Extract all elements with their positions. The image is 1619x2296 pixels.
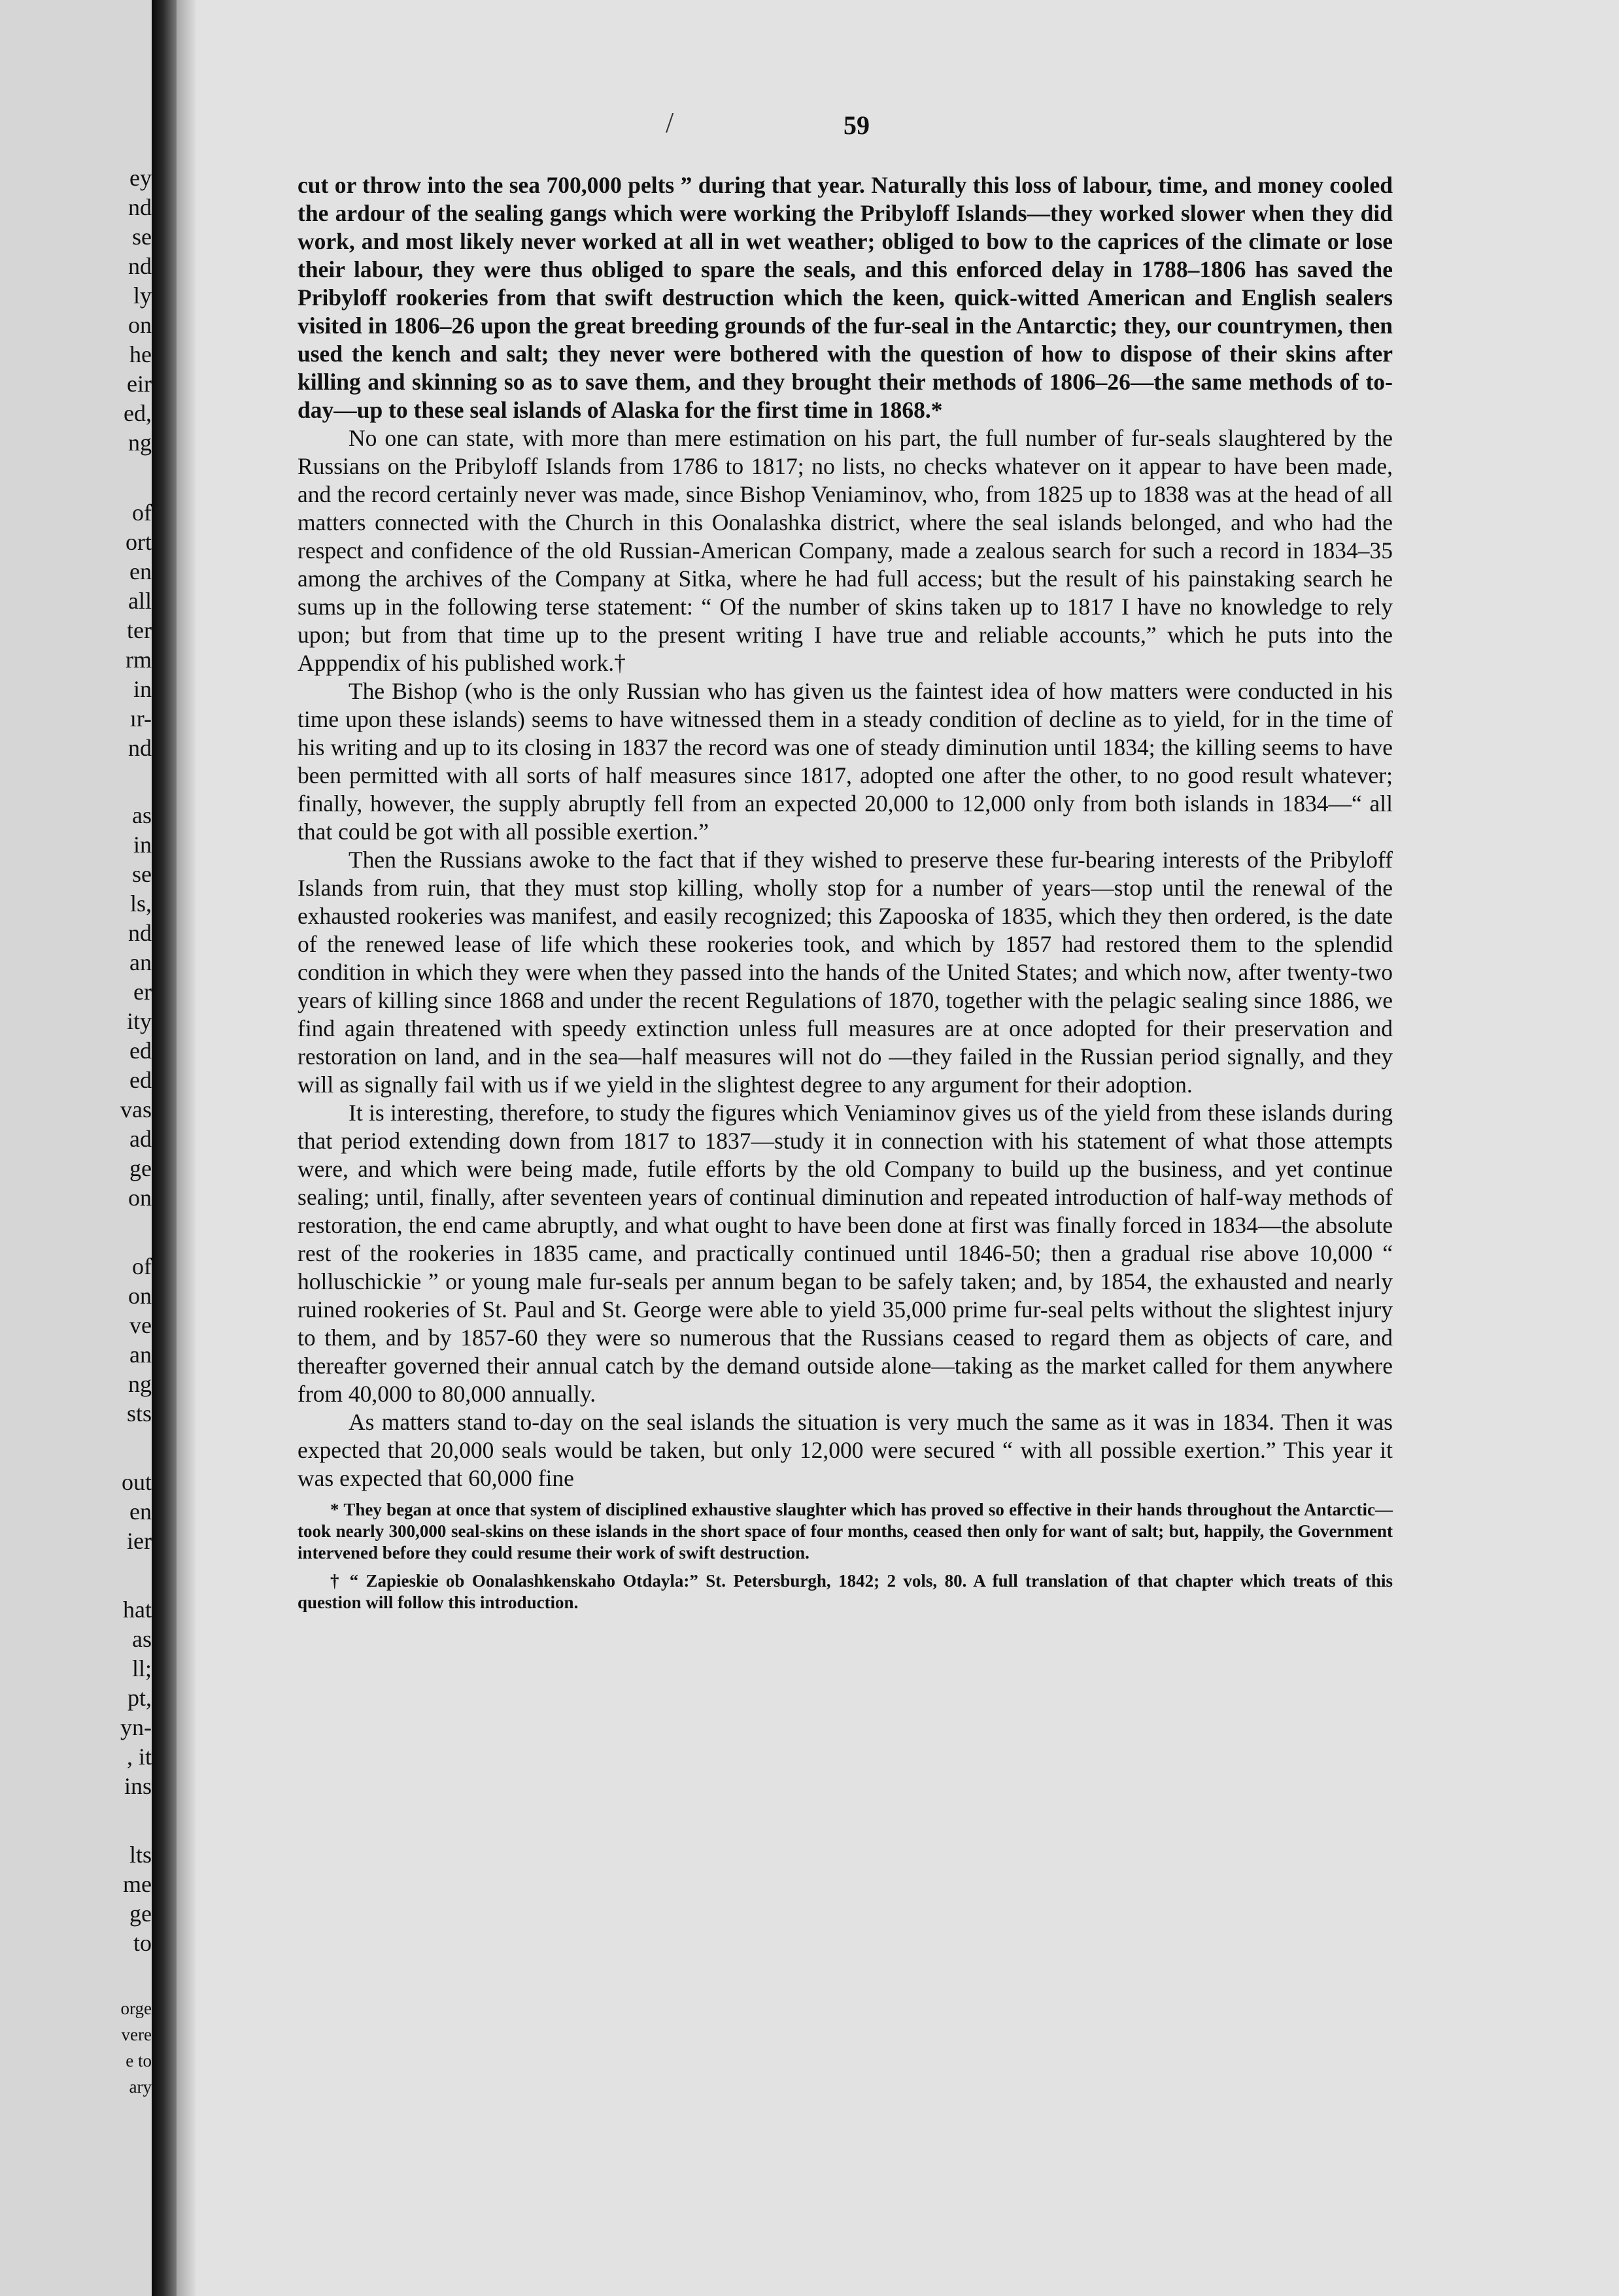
facing-page-fragment: ey [129, 165, 152, 191]
facing-page-fragment: ter [127, 617, 152, 643]
facing-page-fragment: on [128, 1185, 152, 1211]
footnote-asterisk: * They began at once that system of disciplined exhaustive slaughter which has proved so effective in their hands throughout the Antarctic—took nearly 300,000 seal-skins on these islands in the short space of four months, ceased then only for want of salt; but, happily, the Government intervened before they could resume their work of swift destruction. [298, 1500, 1393, 1562]
facing-page-fragment: ge [129, 1155, 152, 1181]
facing-page-fragment: e to [126, 2051, 152, 2070]
paragraph-1-text: Naturally this loss of labour, time, and money cooled the ardour of the sealing gangs which were working the Pribyloff Islands—they worked slower when they did work, and most likely never worked at all in wet weather; obliged to bow to the caprices of the climate or lose their labour, they were thus obliged to spare the seals, and this enforced delay in 1788–1806 has saved the Pribyloff rookeries from that swift destruction which the keen, quick-witted American and English sealers visited in 1806–26 upon the great breeding grounds of the fur-seal in the Antarctic; they, our countrymen, then used the kench and salt; they never were bothered with the question of how to dispose of their skins after killing and skinning so as to save them, and they brought their methods of 1806–26—the same methods of to-day—up to these seal islands of Alaska for the first time in 1868.* [298, 172, 1393, 423]
facing-page-fragment: er [133, 979, 152, 1005]
facing-page-fragment: ins [124, 1773, 152, 1799]
page-number: 59 [844, 110, 870, 140]
facing-page-fragment: nd [128, 735, 152, 761]
facing-page-fragment: se [132, 224, 152, 250]
facing-page-fragment: en [129, 558, 152, 584]
facing-page-fragment: all [128, 588, 152, 614]
facing-page-fragment: to [133, 1930, 152, 1956]
facing-page-fragment: ort [126, 529, 152, 555]
book-gutter [152, 0, 177, 2296]
facing-page-fragment: vas [120, 1096, 152, 1123]
facing-page-fragment: ve [129, 1312, 152, 1338]
facing-page-fragment: orge [120, 1999, 152, 2018]
facing-page-fragment: ge [129, 1900, 152, 1927]
facing-page-fragment: ly [133, 282, 152, 309]
facing-page-fragment: vere [121, 2025, 152, 2044]
facing-page-fragment: eir [127, 371, 152, 397]
facing-page-fragment: ır- [129, 705, 152, 732]
facing-page-fragment: in [133, 832, 152, 858]
facing-page-fragment: on [128, 312, 152, 338]
facing-page-fragment: nd [128, 920, 152, 946]
facing-page-fragment: ary [129, 2077, 152, 2097]
facing-page-fragment: rm [126, 647, 152, 673]
paragraph-6: As matters stand to-day on the seal islands the situation is very much the same as it was in 1834. Then it was expected that 20,000 seals would be taken, but only 12,000 were secured “ with all possible exertion.” This year it was expected that 60,000 fine [298, 1409, 1393, 1491]
facing-page-fragment: ity [126, 1008, 152, 1034]
facing-page-fragment: ls, [129, 890, 152, 917]
facing-page-edge [0, 0, 152, 2296]
facing-page-fragment: nd [128, 253, 152, 279]
paragraph-2: No one can state, with more than mere estimation on his part, the full number of fur-seals slaughtered by the Russians on the Pribyloff Islands from 1786 to 1817; no lists, no checks whatever on it appear to have been made, and the record certainly never was made, since Bishop Veniaminov, who, from 1825 up to 1838 was at the head of all matters connected with the Church in this Oonalashka district, where the seal islands belonged, and who had the respect and confidence of the old Russian-American Company, made a zealous search for such a record in 1834–35 among the archives of the Company at Sitka, where he had full access; but the result of his painstaking search he sums up in the following terse statement: “ Of the number of skins taken up to 1817 I have no knowledge to rely upon; but from that time up to the present writing I have true and reliable accounts,” which he puts into the Apppendix of his published work.† [298, 425, 1393, 676]
paragraph-1-lead: cut or throw into the sea 700,000 pelts ” during that year. [298, 172, 865, 198]
facing-page-fragment: se [132, 861, 152, 887]
facing-page-fragment: nd [128, 194, 152, 220]
footnotes [298, 1499, 1393, 1613]
facing-page-fragment: he [129, 341, 152, 367]
facing-page-fragment: an [129, 949, 152, 975]
facing-page-fragment: , it [126, 1744, 152, 1770]
facing-page-fragment: ng [128, 430, 152, 456]
facing-page-fragment: pt, [127, 1685, 152, 1711]
gutter-shadow [177, 0, 196, 2296]
paragraph-5: It is interesting, therefore, to study the figures which Veniaminov gives us of the yield from these islands during that period extending down from 1817 to 1837—study it in connection with his statement of what those attempts were, and which were being made, futile efforts by the old Company to build up the business, and yet continue sealing; until, finally, after seventeen years of continual diminution and repeated introduction of half-way methods of restoration, the end came abruptly, and what ought to have been done at first was finally forced in 1834—the absolute rest of the rookeries in 1835 came, and practically continued until 1846-50; then a gradual rise above 10,000 “ holluschickie ” or young male fur-seals per annum began to be safely taken; and, by 1854, the exhausted and nearly ruined rookeries of St. Paul and St. George were able to yield 35,000 prime fur-seal pelts without the slightest injury to them, and by 1857-60 they were so numerous that the Russians ceased to regard them as objects of care, and thereafter governed their annual catch by the demand outside alone—taking as the market called for them anywhere from 40,000 to 80,000 annually. [298, 1100, 1393, 1407]
facing-page-fragment: as [132, 1626, 152, 1652]
facing-page-fragment: out [121, 1469, 152, 1495]
facing-page-fragment: ad [129, 1126, 152, 1152]
paragraph-3: The Bishop (who is the only Russian who has given us the faintest idea of how matters were conducted in his time upon these islands) seems to have witnessed them in a steady condition of decline as to yield, for in the time of his writing and up to its closing in 1837 the record was one of steady diminution until 1834; the killing seems to have been permitted with all sorts of half measures since 1817, adopted one after the other, to no good result whatever; finally, however, the supply abruptly fell from an expected 20,000 to 12,000 only from both islands in 1834—“ all that could be got with all possible exertion.” [298, 678, 1393, 845]
facing-page-fragment: lts [129, 1842, 152, 1868]
facing-page-fragment: me [123, 1871, 152, 1897]
facing-page-fragment: ed, [124, 400, 152, 426]
paragraph-4: Then the Russians awoke to the fact that if they wished to preserve these fur-bearing interests of the Pribyloff Islands from ruin, that they must stop killing, wholly stop for a number of years—stop until the renewal of the exhausted rookeries was manifest, and easily recognized; this Zapooska of 1835, which they then ordered, is the date of the renewed lease of life which these rookeries took, and which by 1857 had restored them to the splendid condition in which they were when they passed into the hands of the United States; and which now, after twenty-two years of killing since 1868 and under the recent Regulations of 1870, together with the pelagic sealing since 1886, we find again threatened with speedy extinction unless full measures are at once adopted for their preservation and restoration on land, and in the sea—half measures will not do —they failed in the Russian period signally, and they will as signally fail with us if we yield in the slightest degree to any argument for their adoption. [298, 847, 1393, 1098]
facing-page-fragment: of [132, 499, 152, 526]
facing-page-fragment: ll; [131, 1655, 152, 1681]
facing-page-fragment: of [132, 1253, 152, 1279]
footnote-dagger: † “ Zapieskie ob Oonalashkenskaho Otdayla:” St. Petersburgh, 1842; 2 vols, 80. A full translation of that chapter which treats of this question will follow this introduction. [298, 1571, 1393, 1612]
margin-mark: / [666, 107, 674, 139]
facing-page-fragment: on [128, 1283, 152, 1309]
facing-page-fragment: ng [128, 1371, 152, 1397]
facing-page-fragment: sts [126, 1400, 152, 1427]
body-text [298, 171, 1393, 1613]
facing-page-fragment: an [129, 1342, 152, 1368]
facing-page-fragment: as [132, 802, 152, 828]
facing-page-fragment: en [129, 1498, 152, 1525]
facing-page-fragment: ed [129, 1038, 152, 1064]
paragraph-1 [298, 171, 1393, 424]
facing-page-fragment: ier [127, 1528, 152, 1554]
facing-page-fragment: yn- [120, 1714, 152, 1740]
facing-page-fragment: in [133, 676, 152, 702]
facing-page-fragment: hat [123, 1596, 152, 1623]
facing-page-fragment: ed [129, 1067, 152, 1093]
